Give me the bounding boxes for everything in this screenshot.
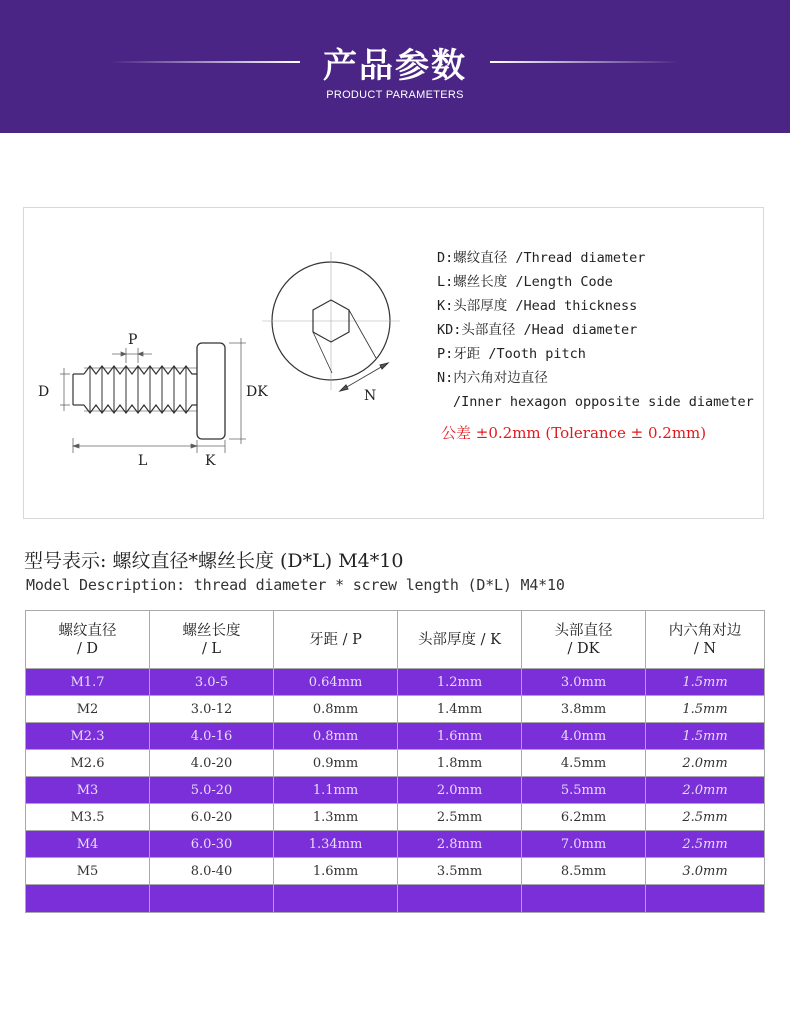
header-head-diameter: 头部直径 / DK <box>522 611 646 669</box>
header-head-thickness: 头部厚度 / K <box>398 611 522 669</box>
legend-item: P:牙距 /Tooth pitch <box>437 346 586 362</box>
dim-label-p: P <box>128 332 138 348</box>
table-cell: 1.3mm <box>274 804 398 831</box>
dim-label-k: K <box>205 453 216 469</box>
screw-head <box>197 343 225 439</box>
table-cell: 0.8mm <box>274 723 398 750</box>
legend-item: /Inner hexagon opposite side diameter <box>453 394 754 410</box>
model-description-cn: 型号表示: 螺纹直径*螺丝长度 (D*L) M4*10 <box>24 550 404 572</box>
table-cell: 1.4mm <box>398 696 522 723</box>
legend-item: N:内六角对边直径 <box>437 370 548 386</box>
table-cell: 2.5mm <box>646 804 765 831</box>
header-screw-length: 螺丝长度 / L <box>150 611 274 669</box>
legend-item: KD:头部直径 /Head diameter <box>437 322 638 338</box>
table-cell: 6.0-20 <box>150 804 274 831</box>
table-cell: M2 <box>26 696 150 723</box>
model-description-en: Model Description: thread diameter * screw length (D*L) M4*10 <box>26 576 565 594</box>
table-cell: 2.5mm <box>646 831 765 858</box>
head-thickness-dimension <box>197 440 225 453</box>
dim-label-l: L <box>138 453 148 469</box>
table-row <box>26 831 765 858</box>
dimension-legend <box>437 246 754 414</box>
table-cell: 2.0mm <box>398 777 522 804</box>
table-cell: 1.6mm <box>274 858 398 885</box>
table-cell: 2.8mm <box>398 831 522 858</box>
table-cell: M3 <box>26 777 150 804</box>
table-cell: 3.0-12 <box>150 696 274 723</box>
header-thread-diameter: 螺纹直径 / D <box>26 611 150 669</box>
table-cell: 1.8mm <box>398 750 522 777</box>
head-diameter-dimension <box>229 338 246 444</box>
table-cell: 5.0-20 <box>150 777 274 804</box>
table-cell: 0.64mm <box>274 669 398 696</box>
screw-diagram-panel <box>23 207 764 519</box>
table-cell: 3.5mm <box>398 858 522 885</box>
table-cell: 1.5mm <box>646 696 765 723</box>
head-top-view <box>262 252 400 391</box>
table-cell: 3.8mm <box>522 696 646 723</box>
table-row-empty <box>26 885 765 913</box>
table-cell: 0.9mm <box>274 750 398 777</box>
table-header-row <box>26 611 765 669</box>
table-cell: 3.0mm <box>646 858 765 885</box>
table-cell: 1.5mm <box>646 723 765 750</box>
table-cell <box>646 885 765 913</box>
thread-diameter-dimension <box>60 368 70 411</box>
table-cell <box>150 885 274 913</box>
title-line-right <box>490 61 680 63</box>
table-cell <box>398 885 522 913</box>
legend-item: D:螺纹直径 /Thread diameter <box>437 250 646 266</box>
page-title: 产品参数 <box>323 46 467 86</box>
table-cell: 1.6mm <box>398 723 522 750</box>
table-cell: 4.0mm <box>522 723 646 750</box>
table-cell: 1.2mm <box>398 669 522 696</box>
tolerance-note: 公差 ±0.2mm (Tolerance ± 0.2mm) <box>441 424 707 442</box>
table-cell: 1.34mm <box>274 831 398 858</box>
table-row <box>26 669 765 696</box>
legend-item: K:头部厚度 /Head thickness <box>437 298 638 314</box>
table-row <box>26 777 765 804</box>
table-cell <box>26 885 150 913</box>
table-cell: M1.7 <box>26 669 150 696</box>
legend-item: L:螺丝长度 /Length Code <box>437 274 613 290</box>
table-cell: 8.0-40 <box>150 858 274 885</box>
table-cell: 7.0mm <box>522 831 646 858</box>
table-cell: 0.8mm <box>274 696 398 723</box>
table-cell: 1.1mm <box>274 777 398 804</box>
length-dimension <box>73 438 197 453</box>
table-cell: 8.5mm <box>522 858 646 885</box>
dim-label-d: D <box>38 384 50 400</box>
page-subtitle: PRODUCT PARAMETERS <box>326 89 464 101</box>
table-row <box>26 750 765 777</box>
table-cell: 1.5mm <box>646 669 765 696</box>
table-cell <box>522 885 646 913</box>
table-cell: 2.5mm <box>398 804 522 831</box>
table-cell: 2.0mm <box>646 750 765 777</box>
table-cell: M5 <box>26 858 150 885</box>
screw-shank <box>73 366 198 413</box>
spec-table <box>25 610 765 913</box>
table-cell: M4 <box>26 831 150 858</box>
dim-label-dk: DK <box>246 384 268 400</box>
table-cell: M3.5 <box>26 804 150 831</box>
dim-label-n: N <box>364 388 377 404</box>
table-row <box>26 723 765 750</box>
header-hex-size: 内六角对边 / N <box>646 611 765 669</box>
table-row <box>26 696 765 723</box>
table-row <box>26 804 765 831</box>
table-cell: 5.5mm <box>522 777 646 804</box>
table-cell: M2.3 <box>26 723 150 750</box>
table-cell: M2.6 <box>26 750 150 777</box>
pitch-dimension <box>112 348 152 363</box>
table-cell: 4.5mm <box>522 750 646 777</box>
table-cell: 3.0-5 <box>150 669 274 696</box>
table-cell: 2.0mm <box>646 777 765 804</box>
table-cell: 3.0mm <box>522 669 646 696</box>
table-cell: 6.0-30 <box>150 831 274 858</box>
header-banner <box>0 0 790 133</box>
table-cell: 4.0-16 <box>150 723 274 750</box>
table-row <box>26 858 765 885</box>
table-cell: 4.0-20 <box>150 750 274 777</box>
header-tooth-pitch: 牙距 / P <box>274 611 398 669</box>
table-cell: 6.2mm <box>522 804 646 831</box>
table-cell <box>274 885 398 913</box>
